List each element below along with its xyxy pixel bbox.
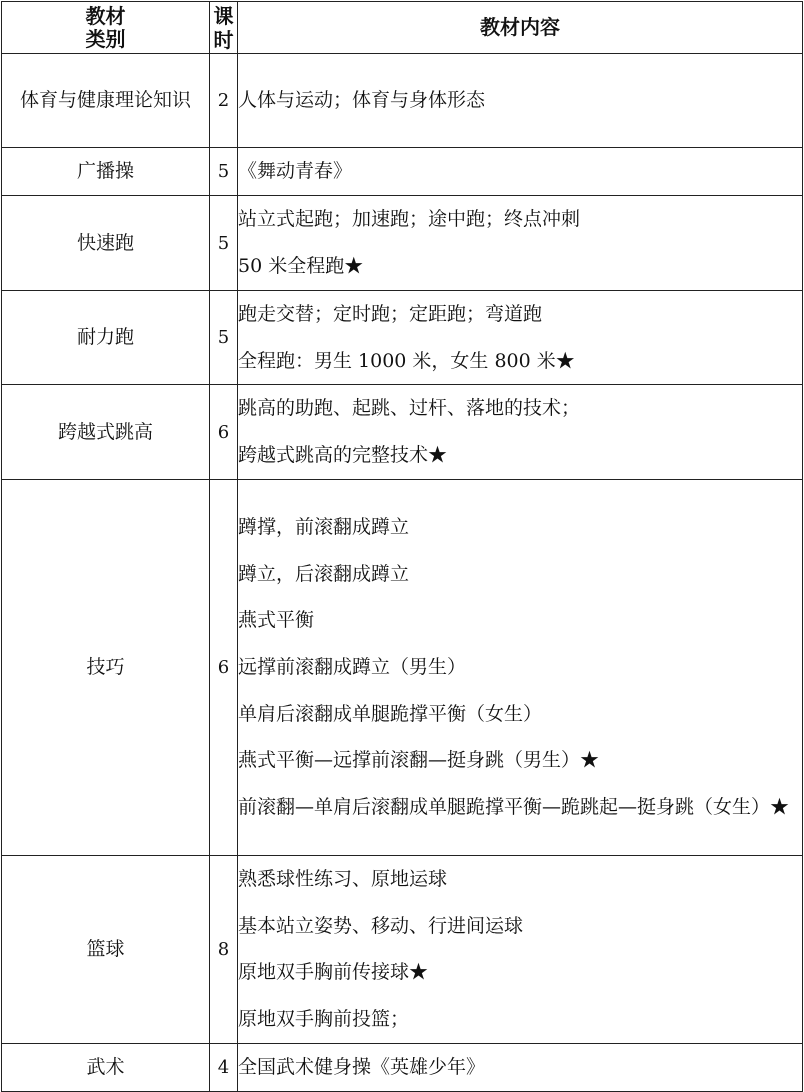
content-cell xyxy=(238,291,803,385)
category-cell: 广播操 xyxy=(2,148,210,196)
content-line: 燕式平衡—远撑前滚翻—挺身跳（男生）★ xyxy=(238,749,600,772)
hours-cell: 5 xyxy=(210,196,238,291)
content-line: 人体与运动；体育与身体形态 xyxy=(238,89,486,112)
table-row xyxy=(2,54,803,148)
content-cell xyxy=(238,479,803,855)
content-line: 蹲立，后滚翻成蹲立 xyxy=(238,562,410,585)
content-line: 原地双手胸前传接球★ xyxy=(238,961,429,984)
category-cell: 技巧 xyxy=(2,479,210,855)
table-row xyxy=(2,1043,803,1091)
header-category-line-2: 类别 xyxy=(85,26,126,51)
content-cell xyxy=(238,54,803,148)
content-line: 燕式平衡 xyxy=(238,609,315,632)
header-category-line-1: 教材 xyxy=(85,3,126,28)
table-row xyxy=(2,479,803,855)
table-row xyxy=(2,855,803,1043)
table-row xyxy=(2,291,803,385)
content-cell xyxy=(238,196,803,291)
header-row xyxy=(2,2,803,54)
content-cell xyxy=(238,855,803,1043)
content-line: 前滚翻—单肩后滚翻成单腿跪撑平衡—跪跳起—挺身跳（女生）★ xyxy=(238,795,790,818)
header-hours-line-1: 课 xyxy=(213,3,234,28)
content-line: 50 米全程跑★ xyxy=(238,255,364,277)
hours-cell: 8 xyxy=(210,855,238,1043)
content-line: 跑走交替；定时跑；定距跑；弯道跑 xyxy=(238,303,543,325)
category-cell: 快速跑 xyxy=(2,196,210,291)
category-cell: 跨越式跳高 xyxy=(2,385,210,479)
hours-cell: 6 xyxy=(210,385,238,479)
table-row xyxy=(2,196,803,291)
content-cell xyxy=(238,1043,803,1091)
content-line: 站立式起跑；加速跑；途中跑；终点冲刺 xyxy=(238,208,581,231)
content-line: 基本站立姿势、移动、行进间运球 xyxy=(238,914,524,937)
content-line: 跨越式跳高的完整技术★ xyxy=(238,444,448,467)
header-content: 教材内容 xyxy=(238,2,803,54)
content-line: 跳高的助跑、起跳、过杆、落地的技术； xyxy=(238,397,581,420)
category-cell: 体育与健康理论知识 xyxy=(2,54,210,148)
table-row xyxy=(2,385,803,479)
header-hours xyxy=(210,2,238,54)
content-line: 全程跑：男生 1000 米，女生 800 米★ xyxy=(238,349,575,372)
hours-cell: 4 xyxy=(210,1043,238,1091)
content-cell xyxy=(238,148,803,196)
content-line: 蹲撑，前滚翻成蹲立 xyxy=(238,515,410,538)
hours-cell: 2 xyxy=(210,54,238,148)
content-line: 原地双手胸前投篮； xyxy=(238,1007,410,1030)
content-line: 远撑前滚翻成蹲立（男生） xyxy=(238,655,467,678)
content-line: 单肩后滚翻成单腿跪撑平衡（女生） xyxy=(238,702,543,725)
header-hours-line-2: 时 xyxy=(213,27,234,52)
category-cell: 篮球 xyxy=(2,855,210,1043)
curriculum-table xyxy=(1,1,803,1092)
category-cell: 武术 xyxy=(2,1043,210,1091)
header-category xyxy=(2,2,210,54)
table-row xyxy=(2,148,803,196)
content-line: 熟悉球性练习、原地运球 xyxy=(238,867,448,890)
category-cell: 耐力跑 xyxy=(2,291,210,385)
hours-cell: 5 xyxy=(210,291,238,385)
content-line: 《舞动青春》 xyxy=(238,160,353,183)
content-cell xyxy=(238,385,803,479)
hours-cell: 5 xyxy=(210,148,238,196)
content-line: 全国武术健身操《英雄少年》 xyxy=(238,1055,486,1078)
hours-cell: 6 xyxy=(210,479,238,855)
